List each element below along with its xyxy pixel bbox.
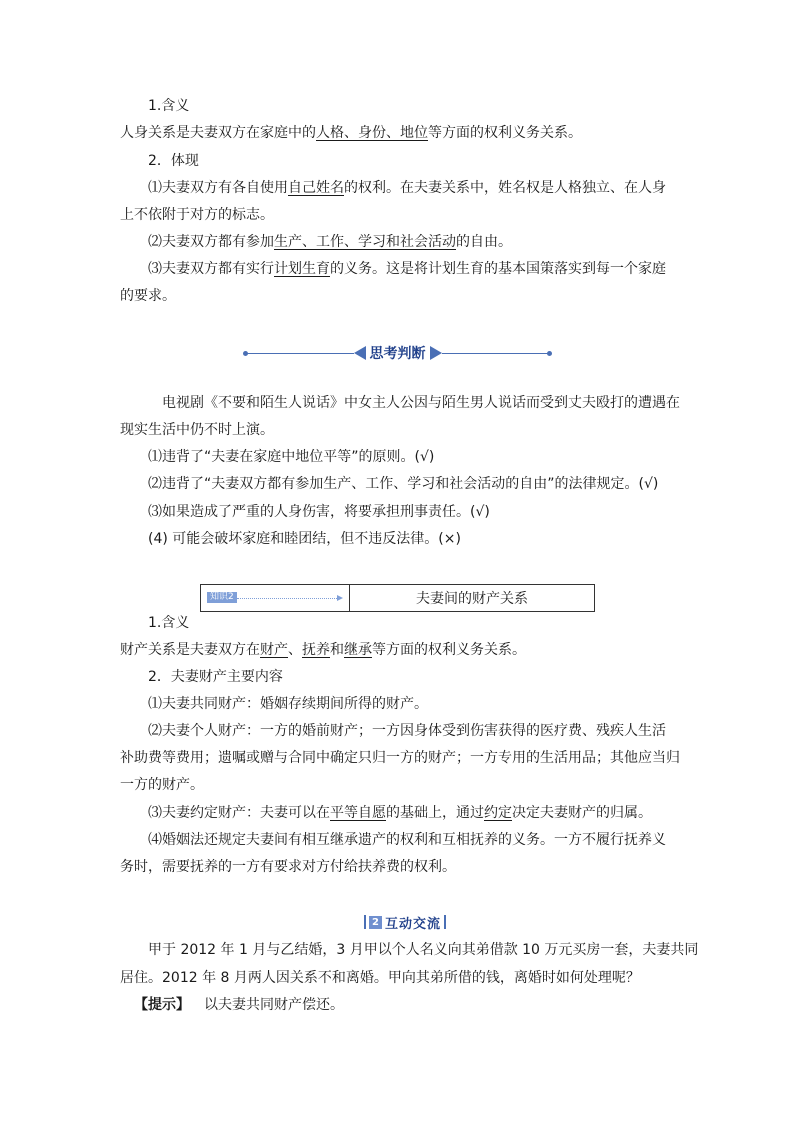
judgment-3: ⑶如果造成了严重的人身伤害，将要承担刑事责任。(√) xyxy=(148,504,490,520)
arrow-right-icon xyxy=(337,595,343,601)
header-rule-left xyxy=(245,353,354,354)
header-rule-right xyxy=(442,353,551,354)
s2-item-4-cont: 务时，需要抚养的一方有要求对方付给扶养费的权利。 xyxy=(120,859,456,875)
hint-label: 【提示】 xyxy=(134,997,190,1013)
s2-item-3: ⑶夫妻约定财产：夫妻可以在平等自愿的基础上，通过约定决定夫妻财产的归属。 xyxy=(148,805,652,821)
s2-item-2-cont-a: 补助费等费用；遗嘱或赠与合同中确定只归一方的财产；一方专用的生活用品；其他应当归 xyxy=(120,750,680,766)
triangle-right-icon xyxy=(430,346,442,360)
s2-item-4: ⑷婚姻法还规定夫妻间有相互继承遗产的权利和互相抚养的义务。一方不履行抚养义 xyxy=(148,832,666,848)
knowledge-box-tag-cell xyxy=(201,585,350,611)
knowledge-tag: 知识2 xyxy=(207,592,237,603)
interact-question: 甲于 2012 年 1 月与乙结婚，3 月甲以个人名义向其弟借款 10 万元买房一套，夫妻共同 xyxy=(148,942,699,958)
dotted-arrow-line xyxy=(237,598,337,599)
s1-item-2: ⑵夫妻双方都有参加生产、工作、学习和社会活动的自由。 xyxy=(148,234,512,250)
interact-question-cont: 居住。2012 年 8 月两人因关系不和离婚。甲向其弟所借的钱，离婚时如何处理呢？ xyxy=(120,970,640,986)
s1-item-3: ⑶夫妻双方都有实行计划生育的义务。这是将计划生育的基本国策落实到每一个家庭 xyxy=(148,261,666,277)
s1-item-3-cont: 的要求。 xyxy=(120,288,176,304)
think-header-label: 思考判断 xyxy=(369,346,426,362)
s2-meaning-text: 财产关系是夫妻双方在财产、抚养和继承等方面的权利义务关系。 xyxy=(120,642,526,658)
interact-label: 互动交流 xyxy=(384,916,441,932)
s1-heading-meaning: 1.含义 xyxy=(148,98,190,114)
triangle-left-icon xyxy=(354,346,366,360)
think-scenario: 电视剧《不要和陌生人说话》中女主人公因与陌生男人说话而受到丈夫殴打的遭遇在 xyxy=(162,395,680,411)
judgment-1: ⑴违背了“夫妻在家庭中地位平等”的原则。(√) xyxy=(148,449,435,465)
s2-heading-meaning: 1.含义 xyxy=(148,615,190,631)
s1-item-1-cont: 上不依附于对方的标志。 xyxy=(120,207,274,223)
s1-heading-embody: 2．体现 xyxy=(148,153,199,169)
hint-text: 以夫妻共同财产偿还。 xyxy=(204,997,344,1013)
think-scenario-cont: 现实生活中仍不时上演。 xyxy=(120,422,274,438)
interact-bar-left xyxy=(364,915,366,929)
interact-number-badge: 2 xyxy=(369,916,382,929)
s2-item-2-cont-b: 一方的财产。 xyxy=(120,777,204,793)
judgment-2: ⑵违背了“夫妻双方都有参加生产、工作、学习和社会活动的自由”的法律规定。(√) xyxy=(148,476,659,492)
s1-item-1: ⑴夫妻双方有各自使用自己姓名的权利。在夫妻关系中，姓名权是人格独立、在人身 xyxy=(148,180,666,196)
judgment-4: (4) 可能会破坏家庭和睦团结，但不违反法律。(×) xyxy=(148,531,461,547)
s2-heading-content: 2．夫妻财产主要内容 xyxy=(148,669,283,685)
interact-bar-right xyxy=(444,915,446,929)
interact-hint xyxy=(134,995,694,1015)
s1-meaning-text: 人身关系是夫妻双方在家庭中的人格、身份、地位等方面的权利义务关系。 xyxy=(120,125,582,141)
think-header xyxy=(245,343,550,363)
s2-item-2: ⑵夫妻个人财产：一方的婚前财产；一方因身体受到伤害获得的医疗费、残疾人生活 xyxy=(148,723,666,739)
s2-item-1: ⑴夫妻共同财产：婚姻存续期间所得的财产。 xyxy=(148,696,428,712)
interact-header xyxy=(364,912,446,932)
knowledge-box xyxy=(200,584,595,612)
knowledge-title: 夫妻间的财产关系 xyxy=(416,591,528,607)
